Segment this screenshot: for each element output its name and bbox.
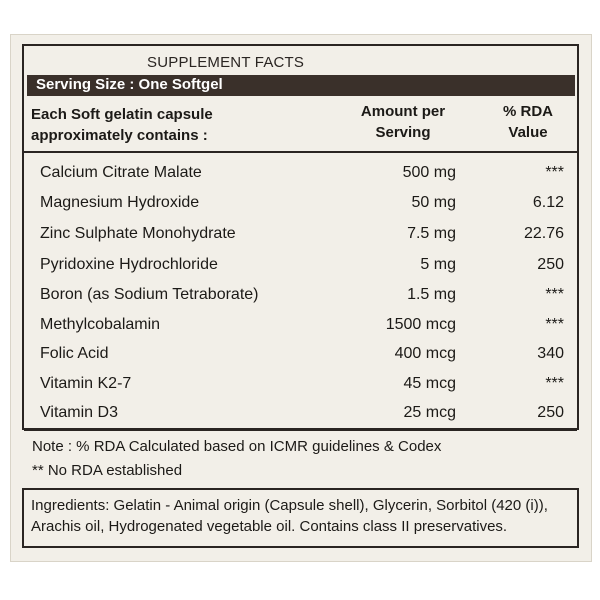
nutrient-rda: *** [545,164,564,181]
column-header-amount-line1: Amount per [360,103,446,120]
nutrient-name: Magnesium Hydroxide [40,194,200,211]
rda-note: Note : % RDA Calculated based on ICMR guidelines & Codex [32,438,442,455]
table-bottom-divider [24,429,577,431]
nutrient-rda: 6.12 [532,194,564,211]
nutrient-rda: 340 [537,345,564,362]
nutrient-rda: 250 [537,404,564,421]
column-header-description-line2: approximately contains : [31,127,208,144]
column-header-rda-line1: % RDA [502,103,553,120]
nutrient-name: Zinc Sulphate Monohydrate [40,225,236,242]
nutrient-name: Pyridoxine Hydrochloride [40,256,218,273]
nutrient-amount: 1.5 mg [407,286,456,303]
ingredients-line-2: Arachis oil, Hydrogenated vegetable oil. Contains class II preservatives. [31,518,508,535]
nutrient-name: Methylcobalamin [40,316,161,333]
panel-title: SUPPLEMENT FACTS [147,54,305,71]
table-row [24,374,577,404]
table-row [24,193,577,223]
nutrient-amount: 5 mg [420,256,456,273]
table-row [24,224,577,254]
nutrient-rda: 250 [537,256,564,273]
column-header-description [31,104,213,146]
column-header-rda [478,101,578,143]
table-row [24,315,577,345]
nutrient-rda: *** [545,286,564,303]
nutrient-name: Folic Acid [40,345,109,362]
nutrient-name: Calcium Citrate Malate [40,164,202,181]
nutrient-amount: 400 mcg [394,345,456,362]
nutrient-rda: 22.76 [523,225,564,242]
nutrient-amount: 25 mcg [403,404,456,421]
serving-size-bar [27,75,575,96]
no-rda-note: ** No RDA established [32,462,183,479]
table-row [24,344,577,374]
ingredients-line-1: Ingredients: Gelatin - Animal origin (Capsule shell), Glycerin, Sorbitol (420 (i)), [31,497,548,514]
header-divider [24,151,577,153]
nutrient-rda: *** [545,375,564,392]
serving-size-text: Serving Size : One Softgel [36,76,223,93]
table-row [24,285,577,315]
nutrient-rda: *** [545,316,564,333]
nutrient-amount: 7.5 mg [407,225,456,242]
nutrient-amount: 50 mg [411,194,456,211]
column-header-amount-line2: Serving [375,124,431,141]
column-header-rda-line2: Value [508,124,548,141]
nutrient-amount: 500 mg [402,164,456,181]
nutrient-amount: 45 mcg [403,375,456,392]
nutrient-name: Boron (as Sodium Tetraborate) [40,286,259,303]
table-row [24,255,577,285]
table-row [24,163,577,193]
nutrient-name: Vitamin K2-7 [40,375,132,392]
column-header-description-line1: Each Soft gelatin capsule [31,106,213,123]
nutrient-amount: 1500 mcg [385,316,456,333]
column-header-amount [339,101,467,143]
nutrient-name: Vitamin D3 [40,404,118,421]
